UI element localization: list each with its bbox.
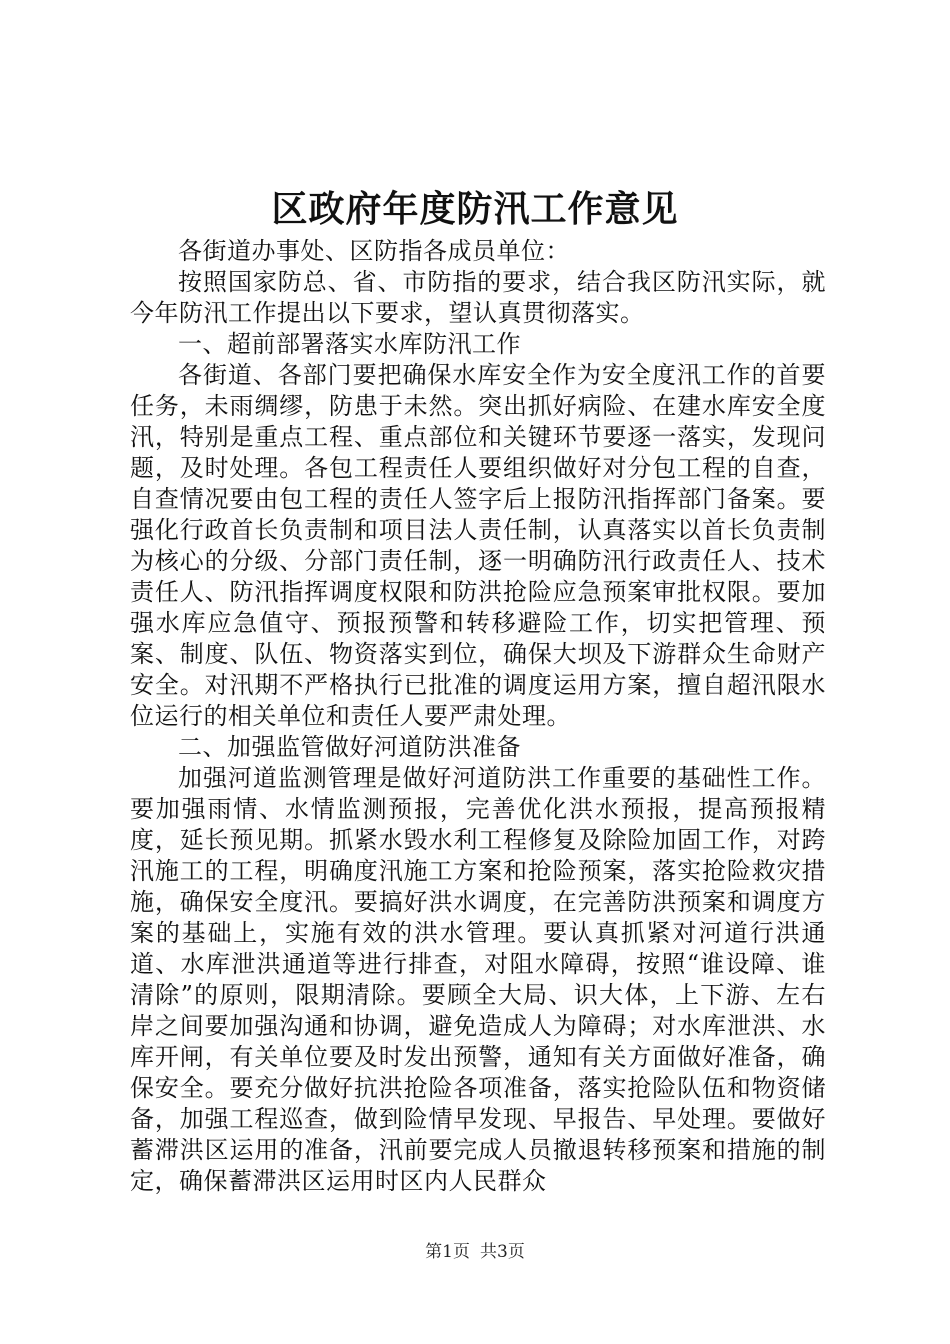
section-heading-1: 一、超前部署落实水库防汛工作 — [178, 330, 521, 358]
document-title: 区政府年度防汛工作意见 — [271, 188, 679, 230]
intro-paragraph: 按照国家防总、省、市防指的要求，结合我区防汛实际，就今年防汛工作提出以下要求，望认真贯彻落实。 — [130, 268, 826, 327]
document-body — [130, 236, 826, 1197]
salutation: 各街道办事处、区防指各成员单位： — [178, 237, 570, 265]
section-body-2: 加强河道监测管理是做好河道防洪工作重要的基础性工作。要加强雨情、水情监测预报，完善优化洪水预报，提高预报精度，延长预见期。抓紧水毁水利工程修复及除险加固工作，对跨汛施工的工程，明确度汛施工方案和抢险预案，落实抢险救灾措施，确保安全度汛。要搞好洪水调度，在完善防洪预案和调度方案的基础上，实施有效的洪水管理。要认真抓紧对河道行洪通道、水库泄洪通道等进行排查，对阻水障碍，按照“谁设障、谁清除”的原则，限期清除。要顾全大局、识大体，上下游、左右岸之间要加强沟通和协调，避免造成人为障碍；对水库泄洪、水库开闸，有关单位要及时发出预警，通知有关方面做好准备，确保安全。要充分做好抗洪抢险各项准备，落实抢险队伍和物资储备，加强工程巡查，做到险情早发现、早报告、早处理。要做好蓄滞洪区运用的准备，汛前要完成人员撤退转移预案和措施的制定，确保蓄滞洪区运用时区内人民群众 — [130, 764, 826, 1195]
page-number: 第1页 — [425, 1242, 470, 1262]
page-total: 共3页 — [480, 1242, 525, 1262]
section-heading-2: 二、加强监管做好河道防洪准备 — [178, 733, 521, 761]
section-body-1: 各街道、各部门要把确保水库安全作为安全度汛工作的首要任务，未雨绸缪，防患于未然。突出抓好病险、在建水库安全度汛，特别是重点工程、重点部位和关键环节要逐一落实，发现问题，及时处理。各包工程责任人要组织做好对分包工程的自查，自查情况要由包工程的责任人签字后上报防汛指挥部门备案。要强化行政首长负责制和项目法人责任制，认真落实以首长负责制为核心的分级、分部门责任制，逐一明确防汛行政责任人、技术责任人、防汛指挥调度权限和防洪抢险应急预案审批权限。要加强水库应急值守、预报预警和转移避险工作，切实把管理、预案、制度、队伍、物资落实到位，确保大坝及下游群众生命财产安全。对汛期不严格执行已批准的调度运用方案，擅自超汛限水位运行的相关单位和责任人要严肃处理。 — [130, 361, 826, 730]
page-footer — [0, 1240, 950, 1264]
